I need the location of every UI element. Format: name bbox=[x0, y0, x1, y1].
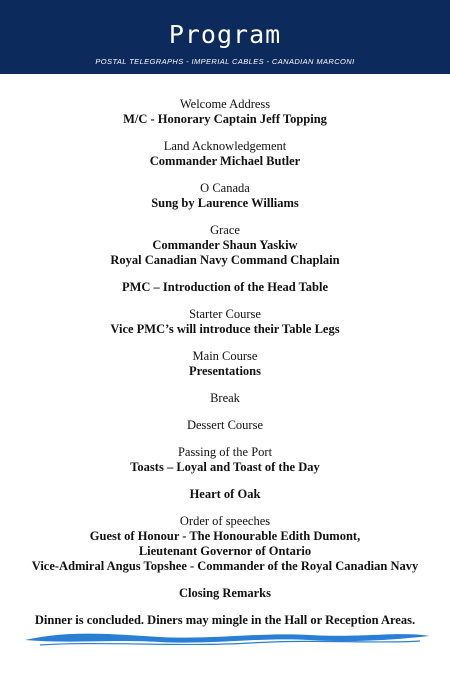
program-item-label: Welcome Address bbox=[179, 97, 271, 111]
program-item-value: Royal Canadian Navy Command Chaplain bbox=[110, 253, 340, 267]
program-item-label: Starter Course bbox=[189, 307, 261, 321]
wave-decoration bbox=[0, 626, 450, 652]
program-item-label: Dessert Course bbox=[186, 418, 264, 432]
program-item-label: Land Acknowledgement bbox=[163, 139, 287, 153]
program-item-value: Heart of Oak bbox=[189, 487, 261, 501]
program-item-value: M/C - Honorary Captain Jeff Topping bbox=[123, 112, 327, 126]
program-item-value: Commander Michael Butler bbox=[149, 154, 301, 168]
program-item bbox=[0, 181, 450, 211]
program-item-value: Sung by Laurence Williams bbox=[151, 196, 299, 210]
program-item-value: Dinner is concluded. Diners may mingle in the Hall or Reception Areas. bbox=[34, 613, 416, 627]
page-title: Program bbox=[168, 20, 282, 49]
program-item-value: PMC – Introduction of the Head Table bbox=[121, 280, 329, 294]
program-item bbox=[0, 349, 450, 379]
wave-stroke-thin bbox=[40, 641, 420, 645]
program-item-label: Grace bbox=[210, 223, 240, 237]
program-item bbox=[0, 586, 450, 601]
program-item-label: Main Course bbox=[192, 349, 258, 363]
program-item-value: Guest of Honour - The Honourable Edith Dumont, bbox=[89, 529, 361, 543]
program-item-value: Lieutenant Governor of Ontario bbox=[138, 544, 312, 558]
program-item-value: Commander Shaun Yaskiw bbox=[152, 238, 298, 252]
program-item-value: Toasts – Loyal and Toast of the Day bbox=[130, 460, 320, 474]
program-item-label: O Canada bbox=[200, 181, 250, 195]
program-item bbox=[0, 280, 450, 295]
program-item-label: Passing of the Port bbox=[177, 445, 273, 459]
program-item bbox=[0, 97, 450, 127]
program-item-label: Break bbox=[210, 391, 240, 405]
program-item-label: Order of speeches bbox=[179, 514, 271, 528]
program-item bbox=[0, 487, 450, 502]
program-item bbox=[0, 445, 450, 475]
program-item bbox=[0, 391, 450, 406]
program-item bbox=[0, 223, 450, 268]
program-item bbox=[0, 307, 450, 337]
program-item-value: Vice PMC’s will introduce their Table Legs bbox=[110, 322, 340, 336]
program-item bbox=[0, 418, 450, 433]
program-list bbox=[0, 97, 450, 640]
program-item-value: Closing Remarks bbox=[178, 586, 272, 600]
program-header bbox=[0, 0, 450, 74]
program-item-value: Presentations bbox=[189, 364, 261, 378]
program-item-value: Vice-Admiral Angus Topshee - Commander of the Royal Canadian Navy bbox=[31, 559, 419, 573]
header-subtitle: POSTAL TELEGRAPHS - IMPERIAL CABLES - CANADIAN MARCONI bbox=[95, 57, 355, 66]
program-item bbox=[0, 139, 450, 169]
program-item bbox=[0, 514, 450, 574]
